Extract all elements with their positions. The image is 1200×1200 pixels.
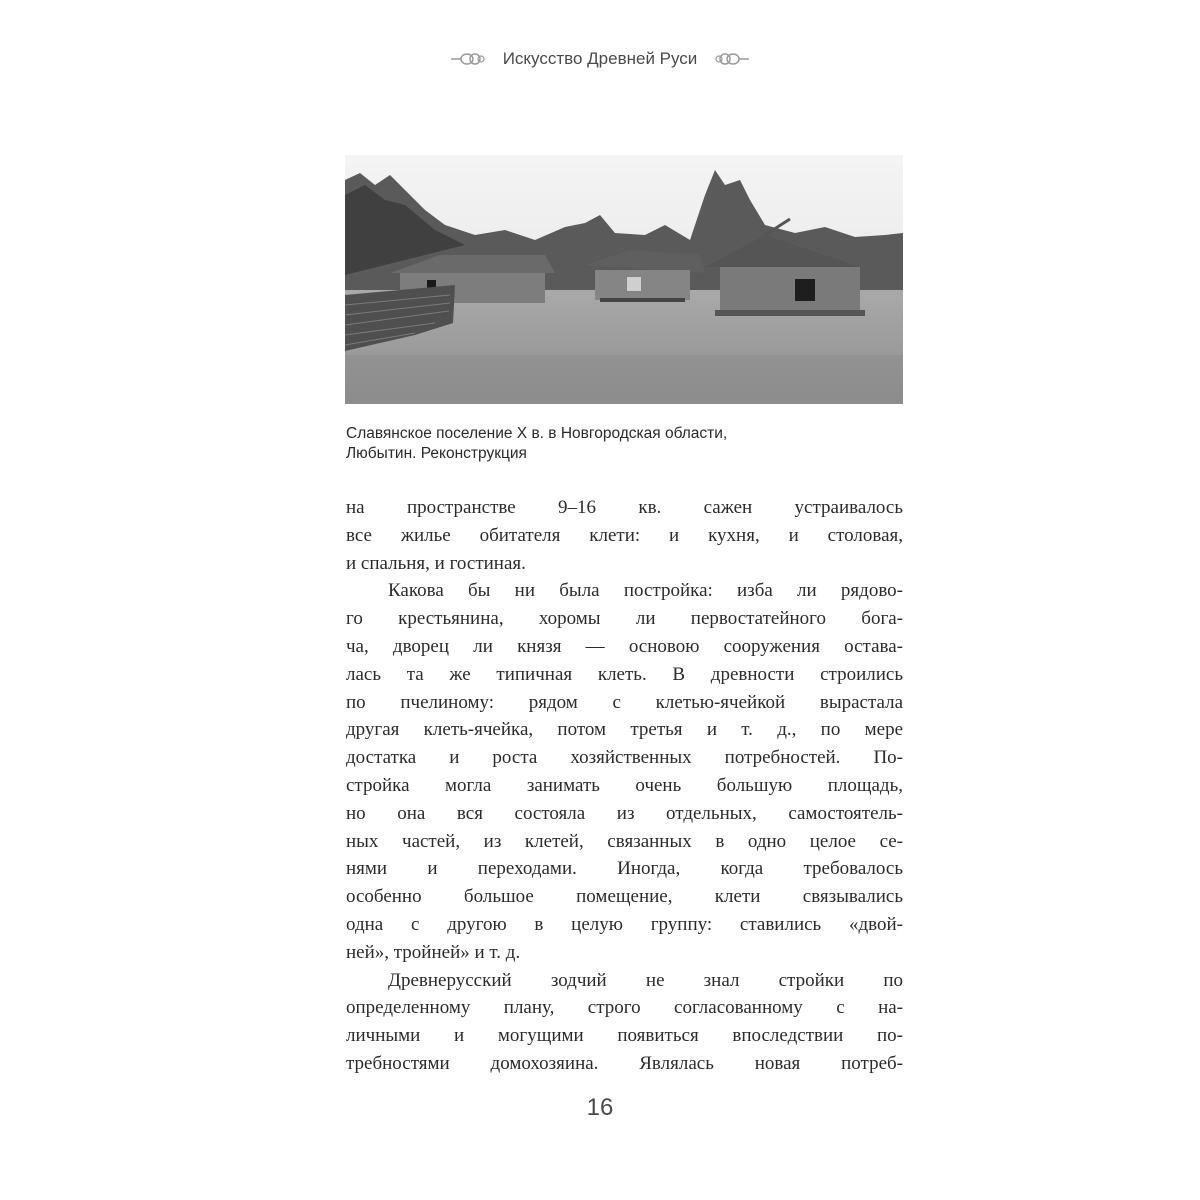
text-line: ча, дворец ли князя — основою сооружения остава- [346, 635, 903, 657]
knot-ornament-icon [451, 52, 485, 66]
photo-illustration [345, 155, 903, 404]
text-line: нями и переходами. Иногда, когда требовалось [346, 858, 903, 880]
text-line: одна с другою в целую группу: ставились «двой- [346, 913, 903, 935]
body-text [346, 494, 903, 1078]
settlement-photo [345, 155, 903, 404]
page-number: 16 [586, 1094, 614, 1121]
text-line: достатка и роста хозяйственных потребностей. По- [346, 747, 903, 769]
knot-ornament-icon [715, 52, 749, 66]
text-line: ных частей, из клетей, связанных в одно целое се- [346, 830, 903, 852]
text-line: го крестьянина, хоромы ли первостатейного бога- [346, 608, 903, 630]
text-line: стройка могла занимать очень большую площадь, [346, 774, 903, 796]
text-line: особенно большое помещение, клети связывались [346, 886, 903, 908]
running-head [0, 44, 1200, 74]
caption-line: Любытин. Реконструкция [346, 445, 527, 462]
text-line: другая клеть-ячейка, потом третья и т. д., по мере [346, 719, 903, 741]
text-line: все жилье обитателя клети: и кухня, и столовая, [346, 524, 903, 546]
text-line: требностями домохозяина. Являлась новая потреб- [346, 1052, 903, 1074]
text-line: на пространстве 9–16 кв. сажен устраивалось [346, 497, 903, 518]
text-line: по пчелиному: рядом с клетью-ячейкой вырастала [346, 691, 903, 713]
text-line: лась та же типичная клеть. В древности строились [346, 663, 903, 685]
caption-line: Славянское поселение X в. в Новгородская области, [346, 425, 728, 442]
text-line: личными и могущими появиться впоследствии по- [346, 1025, 903, 1047]
text-line: Какова бы ни была постройка: изба ли рядово- [388, 580, 903, 602]
figure-caption [346, 424, 906, 464]
running-head-title: Искусство Древней Руси [502, 49, 698, 68]
text-line: ней», тройней» и т. д. [346, 941, 521, 963]
text-line: но она вся состояла из отдельных, самостоятель- [346, 802, 903, 824]
text-line: Древнерусский зодчий не знал стройки по [388, 969, 903, 991]
text-line: определенному плану, строго согласованному с на- [346, 997, 903, 1019]
text-line: и спальня, и гостиная. [346, 552, 526, 574]
